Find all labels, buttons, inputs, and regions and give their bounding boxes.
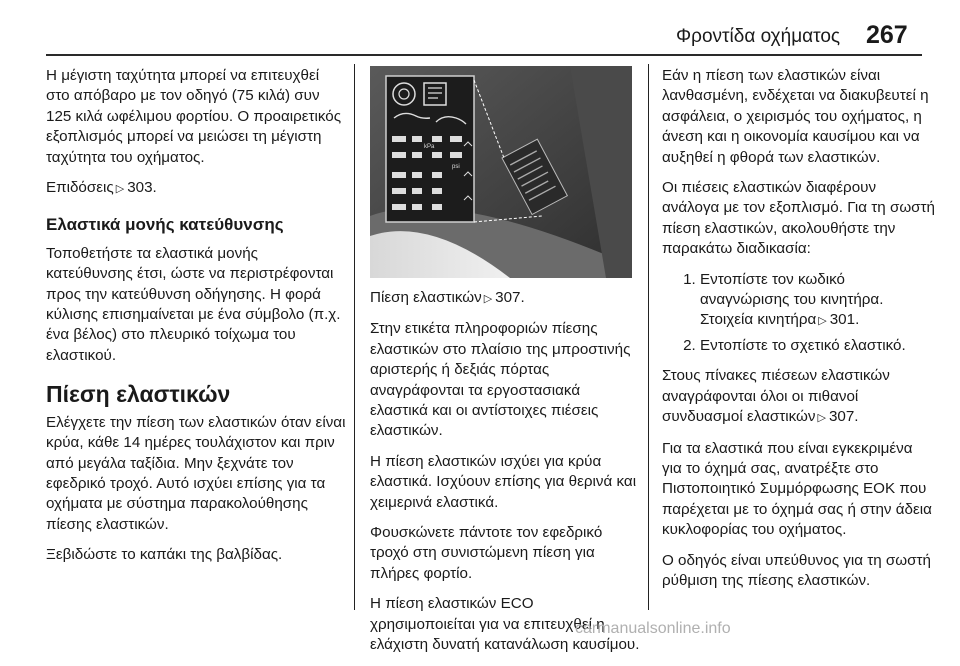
performance-paragraph (46, 178, 346, 199)
header-rule (46, 54, 922, 56)
procedure-steps (662, 270, 936, 357)
performance-reference[interactable]: ▷ 303. (114, 179, 157, 196)
pressure-procedure-paragraph: Οι πιέσεις ελαστικών διαφέρουν ανάλογα με τον εξοπλισμό. Για τη σωστή πίεση ελαστικών, ακολουθήστε την παρακάτω διαδικασία: (662, 179, 935, 258)
label-info-paragraph: Στην ετικέτα πληροφοριών πίεσης ελαστικών στο πλαίσιο της μπροστινής αριστερής ή δεξιάς πόρτας αναγράφονται τα εργοστασιακά ελαστικά και οι αντίστοιχες πιέσεις ελαστικών. (370, 320, 631, 440)
page-header (0, 0, 960, 52)
max-speed-paragraph: Η μέγιστη ταχύτητα μπορεί να επιτευχθεί στο απόβαρο με τον οδηγό (75 κιλά) συν 125 κιλά ωφέλιμου φορτίου. Ο προαιρετικός εξοπλισμός μπορεί να μειώσει τη μέγιστη ταχύτητα του οχήματος. (46, 67, 342, 166)
pressure-tables-text: Στους πίνακες πιέσεων ελαστικών αναγράφονται όλοι οι πιθανοί συνδυασμοί ελαστικών (662, 367, 890, 426)
incorrect-pressure-paragraph: Εάν η πίεση των ελαστικών είναι λανθασμένη, ενδέχεται να διακυβευτεί η ασφάλεια, ο χειρισμός του οχήματος, η άνεση και η οικονομία καυσίμου και να αυξηθεί η φθορά των ελαστικών. (662, 67, 929, 166)
column-right (662, 66, 936, 601)
directional-tyres-heading: Ελαστικά μονής κατεύθυνσης (46, 215, 284, 235)
tyre-pressure-heading: Πίεση ελαστικών (46, 381, 231, 408)
column-left (46, 66, 346, 576)
pressure-tables-paragraph (662, 366, 936, 428)
figure-caption (370, 288, 640, 309)
valve-cap-paragraph: Ξεβιδώστε το καπάκι της βαλβίδας. (46, 546, 283, 564)
kpa-label: kPa (424, 144, 435, 150)
column-middle (370, 288, 640, 666)
figure-caption-text: Πίεση ελαστικών (370, 289, 482, 306)
column-divider-2 (648, 64, 649, 610)
cold-tyres-paragraph: Η πίεση ελαστικών ισχύει για κρύα ελαστικά. Ισχύουν επίσης για θερινά και χειμερινά ελαστικά. (370, 452, 637, 511)
spare-wheel-paragraph: Φουσκώνετε πάντοτε τον εφεδρικό τροχό στη συνιστώμενη πίεση για πλήρες φορτίο. (370, 524, 603, 582)
approved-tyres-paragraph: Για τα ελαστικά που είναι εγκεκριμένα για το όχημά σας, ανατρέξτε στο Πιστοποιητικό Συμμόρφωσης ΕΟΚ που παρέχεται με το όχημά σας ή στην άδεια κυκλοφορίας του οχήματος. (662, 439, 932, 539)
eco-pressure-paragraph: Η πίεση ελαστικών ECO χρησιμοποιείται για να επιτευχθεί η ελάχιστη δυνατή κατανάλωση καυσίμου. (370, 595, 640, 654)
driver-responsibility-paragraph: Ο οδηγός είναι υπεύθυνος για τη σωστή ρύθμιση της πίεσης ελαστικών. (662, 551, 931, 589)
pressure-tables-reference[interactable]: ▷ 307. (816, 408, 859, 425)
directional-tyres-paragraph: Τοποθετήστε τα ελαστικά μονής κατεύθυνσης έτσι, ώστε να περιστρέφονται προς την κατεύθυνση οδήγησης. Η φορά κύλισης επισημαίνεται με ένα σύμβολο (π.χ. ένα βέλος) στο πλευρικό τοίχωμα του ελαστικού. (46, 244, 341, 364)
tyre-label-illustration (370, 66, 632, 278)
column-divider-1 (354, 64, 355, 610)
step-1-text: Εντοπίστε τον κωδικό αναγνώρισης του κινητήρα. Στοιχεία κινητήρα (700, 270, 884, 329)
label-sticker (386, 76, 474, 222)
section-title: Φροντίδα οχήματος (676, 26, 841, 47)
page-number: 267 (866, 21, 908, 49)
watermark: carmanualsonline.info (575, 620, 731, 637)
step-1-reference[interactable]: ▷ 301. (816, 311, 859, 328)
procedure-step-2: 2. Εντοπίστε το σχετικό ελαστικό. (700, 336, 936, 356)
figure-caption-reference[interactable]: ▷ 307. (482, 289, 525, 306)
performance-text: Επιδόσεις (46, 179, 114, 197)
procedure-step-1 (700, 270, 936, 332)
tyre-pressure-paragraph: Ελέγχετε την πίεση των ελαστικών όταν είναι κρύα, κάθε 14 ημέρες τουλάχιστον και πριν από μεγάλα ταξίδια. Μην ξεχνάτε τον εφεδρικό τροχό. Αυτό ισχύει επίσης για τα οχήματα με σύστημα παρακολούθησης πίεσης ελαστικών. (46, 413, 346, 533)
tyre-pressure-label-photo (370, 66, 632, 278)
psi-label: psi (452, 164, 460, 170)
